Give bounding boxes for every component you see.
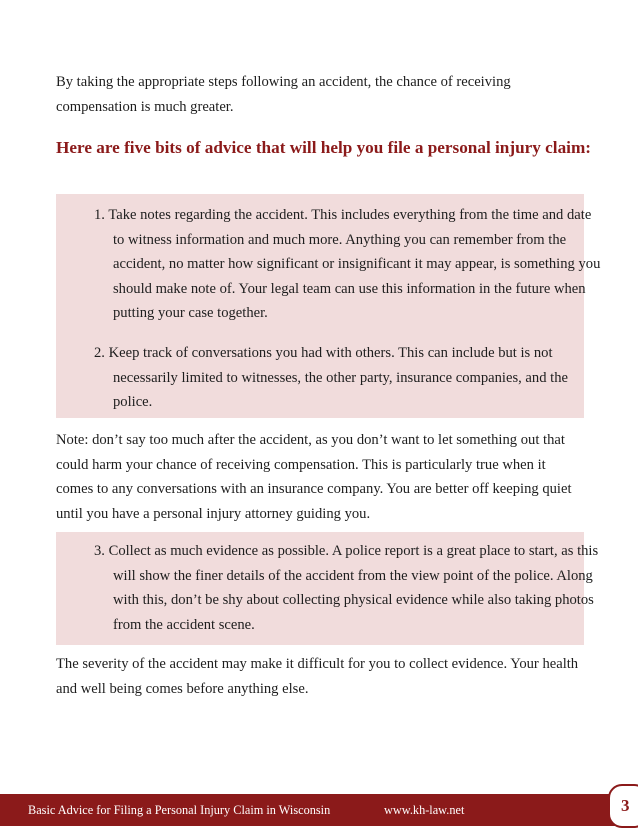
footer-title: Basic Advice for Filing a Personal Injury Claim in Wisconsin — [28, 803, 331, 817]
page-number: 3 — [621, 796, 630, 815]
note-paragraph: Note: don’t say too much after the accident, as you don’t want to let something out that could harm your chance of receiving compensation. This is particularly true when it comes to any conversations with an insurance company. You are better off keeping quiet until you have a personal injury attorney guiding you. — [56, 432, 572, 522]
footer-url-link[interactable]: www.kh-law.net — [384, 803, 465, 817]
page-number-badge — [608, 784, 638, 828]
advice-item-3: 3. Collect as much evidence as possible. A police report is a great place to start, as this will show the finer details of the accident from the view point of the police. Along with this, don’t be shy about collecting physical evidence while also taking photos from the accident scene. — [94, 543, 599, 633]
closing-paragraph: The severity of the accident may make it difficult for you to collect evidence. Your health and well being comes before anything else. — [56, 656, 579, 697]
intro-paragraph: By taking the appropriate steps following an accident, the chance of receiving compensation is much greater. — [56, 74, 511, 115]
advice-item-1: 1. Take notes regarding the accident. This includes everything from the time and date to witness information and much more. Anything you can remember from the accident, no matter how significant or insignificant it may appear, is something you should make note of. Your legal team can use this information in the future when putting your case together. — [94, 207, 601, 321]
advice-item-2: 2. Keep track of conversations you had with others. This can include but is not necessarily limited to witnesses, the other party, insurance companies, and the police. — [94, 345, 568, 410]
page-footer — [0, 794, 638, 826]
section-heading: Here are five bits of advice that will help you file a personal injury claim: — [56, 138, 591, 157]
